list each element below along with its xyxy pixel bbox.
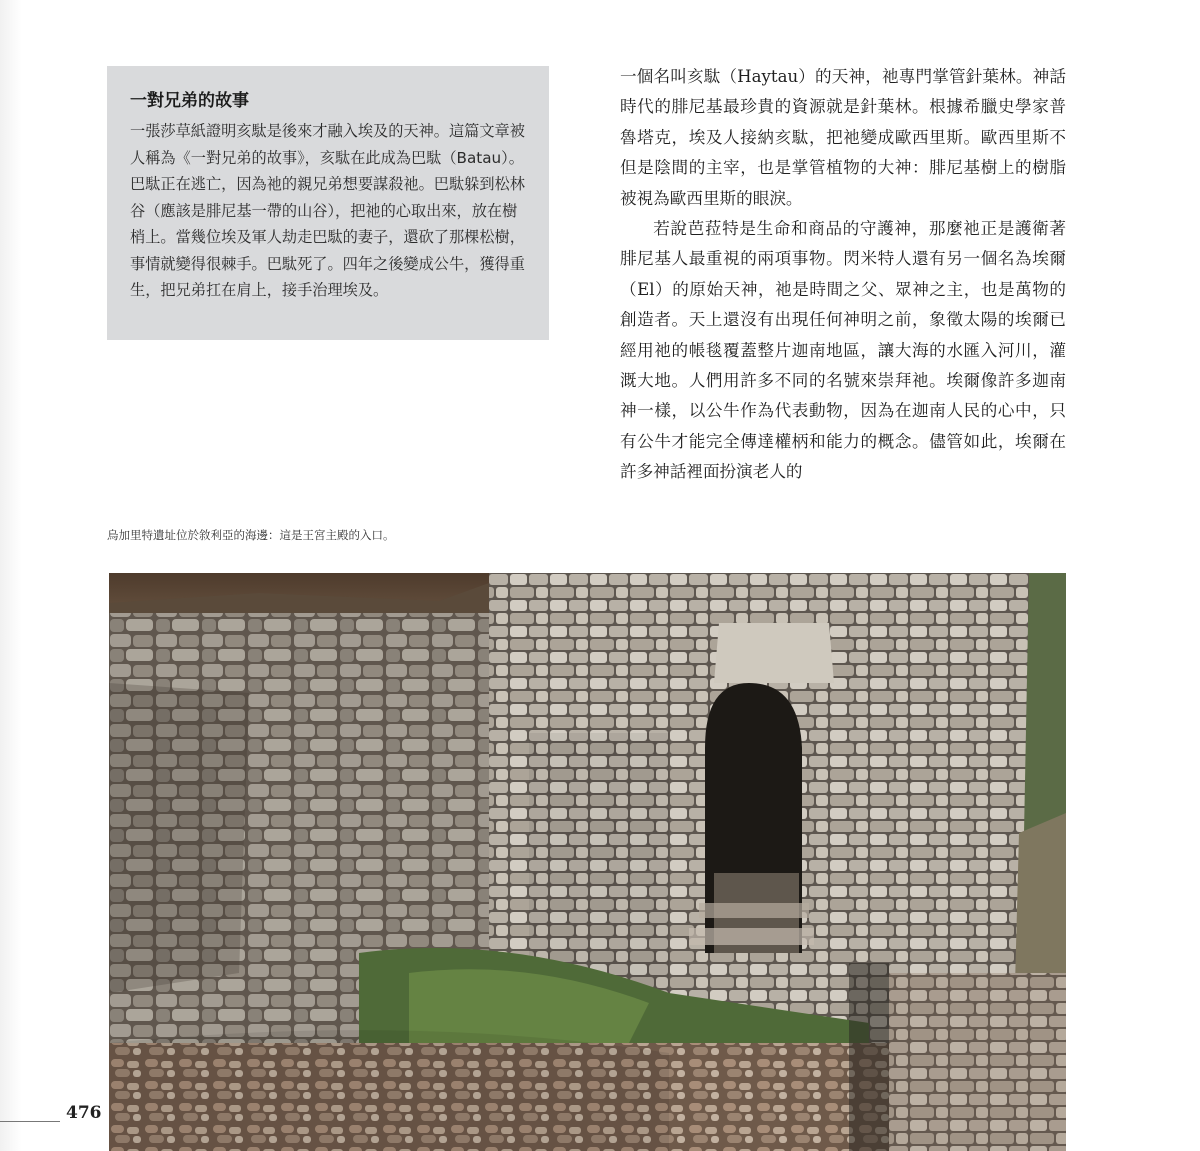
sidebar-body: 一張莎草紙證明亥駄是後來才融入埃及的天神。這篇文章被人稱為《一對兄弟的故事》，亥駄在此成為巴駄（Batau）。巴駄正在逃亡，因為祂的親兄弟想要謀殺祂。巴駄躲到松林谷（應該是腓尼基一帶的山谷），把祂的心取出來，放在樹梢上。當幾位埃及軍人劫走巴駄的妻子，還砍了那棵松樹，事情就變得很棘手。巴駄死了。四年之後變成公牛，獲得重生，把兄弟扛在肩上，接手治理埃及。 — [130, 122, 525, 299]
body-paragraph: 一個名叫亥駄（Haytau）的天神，祂專門掌管針葉林。神話時代的腓尼基最珍貴的資源就是針葉林。根據希臘史學家普魯塔克，埃及人接納亥駄，把祂變成歐西里斯。歐西里斯不但是陰間的主宰，也是掌管植物的大神：腓尼基樹上的樹脂被視為歐西里斯的眼淚。 — [620, 67, 1066, 208]
body-paragraph: 若說芭菈特是生命和商品的守護神，那麼祂正是護衛著腓尼基人最重視的兩項事物。閃米特人還有另一個名為埃爾（El）的原始天神，祂是時間之父、眾神之主，也是萬物的創造者。天上還沒有出現任何神明之前，象徵太陽的埃爾已經用祂的帳毯覆蓋整片迦南地區，讓大海的水匯入河川，灌溉大地。人們用許多不同的名號來崇拜祂。埃爾像許多迦南神一樣，以公牛作為代表動物，因為在迦南人民的心中，只有公牛才能完全傳達權柄和能力的概念。儘管如此，埃爾在許多神話裡面扮演老人的 — [620, 219, 1066, 482]
folio-rule — [0, 1121, 60, 1122]
ruins-photo — [109, 573, 1066, 1151]
main-text-column — [620, 62, 1066, 488]
photo-caption: 烏加里特遺址位於敘利亞的海邊：這是王宮主殿的入口。 — [107, 528, 395, 542]
page-number: 476 — [66, 1103, 102, 1123]
page-fold-shadow — [0, 0, 22, 1151]
sidebar-title: 一對兄弟的故事 — [130, 91, 249, 111]
sidebar-box — [107, 66, 549, 340]
